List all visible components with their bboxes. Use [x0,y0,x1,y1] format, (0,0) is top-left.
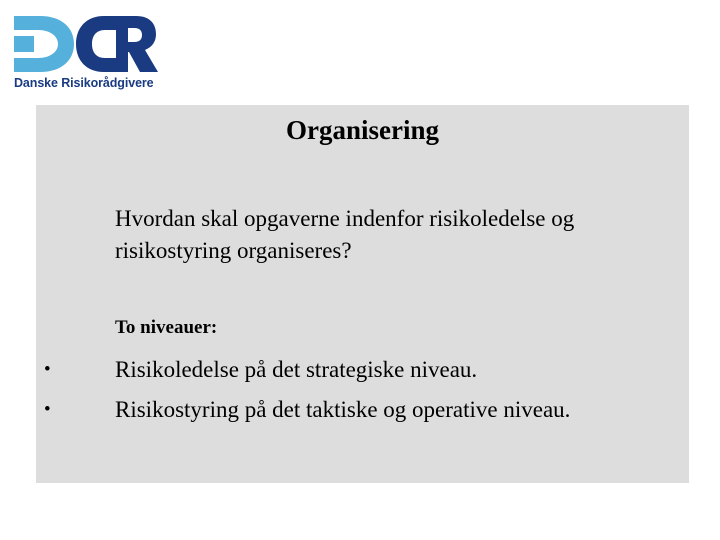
bullet-text: Risikoledelse på det strategiske niveau. [115,357,478,382]
bullet-icon: • [44,399,51,420]
bullet-text: Risikostyring på det taktiske og operative niveau. [115,397,571,422]
list-item [36,350,689,390]
logo-wordmark: Danske Risikorådgivere [14,76,154,90]
list-item [36,390,689,430]
bullet-icon: • [44,359,51,380]
slide-title: Organisering [286,115,439,145]
subheading: To niveauer: [115,317,218,338]
bullet-list [36,350,689,430]
drc-logo-mark-icon [12,14,162,74]
company-logo [12,14,162,92]
content-panel [36,105,689,483]
question-text: Hvordan skal opgaverne indenfor risikoledelse og risikostyring organiseres? [115,206,575,263]
